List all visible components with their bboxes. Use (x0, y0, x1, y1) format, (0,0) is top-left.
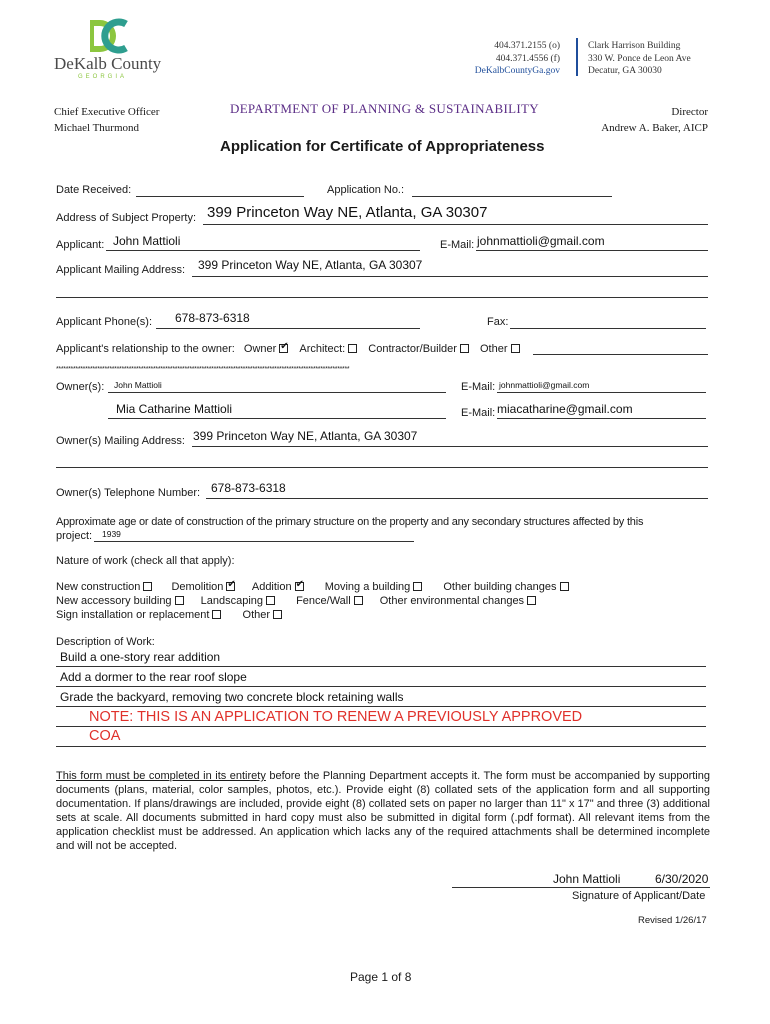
contact-numbers (448, 40, 560, 78)
age-label-line1: Approximate age or date of construction of the primary structure on the property and any secondary structures affected by this (56, 516, 644, 528)
website-link[interactable]: DeKalbCountyGa.gov (474, 66, 560, 76)
desc-note-line1: NOTE: THIS IS AN APPLICATION TO RENEW A PREVIOUSLY APPROVED (89, 709, 583, 725)
ceo-title: Chief Executive Officer (54, 106, 160, 118)
work-other-label: Other (242, 609, 271, 621)
owner-mailing-field-2[interactable] (56, 467, 708, 468)
desc-field-2[interactable] (56, 686, 706, 687)
work-landscaping-label: Landscaping (200, 595, 264, 607)
rel-other-checkbox[interactable] (511, 344, 520, 353)
director-title: Director (671, 106, 708, 118)
form-title: Application for Certificate of Appropriateness (220, 138, 545, 155)
work-moving-checkbox[interactable] (413, 582, 422, 591)
owner-phone-field[interactable] (206, 498, 708, 499)
page-number: Page 1 of 8 (350, 970, 412, 984)
office-address (588, 40, 691, 78)
applicant-email-label: E-Mail: (440, 239, 475, 251)
applicant-email-value: johnmattioli@gmail.com (477, 234, 605, 248)
work-moving-label: Moving a building (324, 581, 411, 593)
age-field[interactable] (94, 541, 414, 542)
phone-field[interactable] (156, 328, 420, 329)
county-logo (54, 16, 164, 82)
owner2-field[interactable] (108, 418, 446, 419)
work-row-3 (56, 609, 282, 621)
work-other-env-label: Other environmental changes (379, 595, 525, 607)
mailing-label: Applicant Mailing Address: (56, 264, 186, 276)
phone-office: 404.371.2155 (o) (494, 41, 560, 51)
date-received-label: Date Received: (56, 184, 132, 196)
director-name: Andrew A. Baker, AICP (601, 122, 708, 134)
applicant-email-field[interactable] (476, 250, 708, 251)
address-line1: Clark Harrison Building (588, 41, 681, 51)
desc-line3: Grade the backyard, removing two concrete block retaining walls (60, 690, 404, 704)
address-label: Address of Subject Property: (56, 212, 197, 224)
department-name: DEPARTMENT OF PLANNING & SUSTAINABILITY (230, 101, 539, 116)
application-no-field[interactable] (412, 196, 612, 197)
owner2-value: Mia Catharine Mattioli (116, 402, 233, 416)
work-new-construction-checkbox[interactable] (143, 582, 152, 591)
phone-value: 678-873-6318 (175, 311, 250, 325)
phone-fax: 404.371.4556 (f) (495, 53, 560, 64)
work-addition-label: Addition (251, 581, 292, 593)
owner-phone-value: 678-873-6318 (211, 481, 286, 495)
owner2-email-value: miacatharine@gmail.com (497, 402, 633, 416)
rel-other-label: Other (480, 343, 508, 355)
work-other-building-label: Other building changes (443, 581, 557, 593)
owner2-email-field[interactable] (497, 418, 706, 419)
relationship-row (56, 343, 520, 355)
work-sign-label: Sign installation or replacement (56, 609, 210, 621)
work-row-2 (56, 595, 536, 607)
work-demolition-label: Demolition (171, 581, 224, 593)
mailing-field[interactable] (192, 276, 708, 277)
work-sign-checkbox[interactable] (212, 610, 221, 619)
owner1-email-field[interactable] (497, 392, 706, 393)
header-divider (576, 38, 578, 76)
fax-field[interactable] (510, 328, 706, 329)
rel-owner-checkbox[interactable] (279, 344, 288, 353)
age-label-line2: project: (56, 530, 93, 542)
rel-contractor-label: Contractor/Builder (368, 343, 457, 355)
desc-field-3[interactable] (56, 706, 706, 707)
rel-architect-label: Architect: (299, 343, 346, 355)
work-accessory-label: New accessory building (56, 595, 172, 607)
owner1-field[interactable] (108, 392, 446, 393)
owner-mailing-label: Owner(s) Mailing Address: (56, 435, 185, 447)
instructions-rest: before the Planning Department accepts it. The form must be accompanied by supporting documents (plans, material, color samples, photos, etc.). Provide eight (8) collated sets of the application form and all supporting documentation. If plans/drawings are included, provide eight (8) collated sets on paper no larger than 11" x 17" and three (3) additional sets at scale. All documents submitted in hard copy must also be submitted in digital form (.pdf format). All relevant items from the application checklist must be addressed. An application which lacks any of the required attachments shall be determined incomplete and will not be accepted. (56, 770, 710, 852)
mailing-field-2[interactable] (56, 297, 708, 298)
signature-date: 6/30/2020 (655, 872, 709, 886)
nature-label: Nature of work (check all that apply): (56, 555, 235, 567)
ceo-name: Michael Thurmond (54, 122, 140, 134)
applicant-field[interactable] (106, 250, 420, 251)
work-fence-checkbox[interactable] (354, 596, 363, 605)
date-received-field[interactable] (136, 196, 304, 197)
owner-mailing-field[interactable] (192, 446, 708, 447)
description-label: Description of Work: (56, 636, 155, 648)
rel-architect-checkbox[interactable] (348, 344, 357, 353)
signature-field[interactable] (452, 887, 710, 888)
address-line3: Decatur, GA 30030 (588, 66, 662, 76)
instructions-lead: This form must be completed in its entirety (56, 770, 266, 782)
signature-name: John Mattioli (553, 872, 621, 886)
owners-label: Owner(s): (56, 381, 105, 393)
work-other-checkbox[interactable] (273, 610, 282, 619)
desc-field-1[interactable] (56, 666, 706, 667)
work-other-building-checkbox[interactable] (560, 582, 569, 591)
address-field[interactable] (203, 224, 708, 225)
work-other-env-checkbox[interactable] (527, 596, 536, 605)
logo-name: DeKalb County (54, 54, 162, 73)
owner-mailing-value: 399 Princeton Way NE, Atlanta, GA 30307 (193, 429, 418, 443)
relationship-label: Applicant's relationship to the owner: (56, 343, 235, 355)
age-value: 1939 (102, 529, 121, 539)
work-row-1 (56, 581, 569, 593)
owner1-email-label: E-Mail: (461, 381, 496, 393)
fax-label: Fax: (487, 316, 509, 328)
instructions-paragraph (56, 769, 710, 853)
desc-line1: Build a one-story rear addition (60, 650, 221, 664)
rel-owner-label: Owner (243, 343, 277, 355)
signature-label: Signature of Applicant/Date (572, 890, 706, 902)
owner1-email-value: johnmattioli@gmail.com (499, 380, 590, 390)
owner1-value: John Mattioli (114, 380, 162, 390)
mailing-value: 399 Princeton Way NE, Atlanta, GA 30307 (198, 258, 423, 272)
owner2-email-label: E-Mail: (461, 407, 496, 419)
work-addition-checkbox[interactable] (295, 582, 304, 591)
phone-label: Applicant Phone(s): (56, 316, 152, 328)
work-demolition-checkbox[interactable] (226, 582, 235, 591)
desc-line2: Add a dormer to the rear roof slope (60, 670, 247, 684)
work-accessory-checkbox[interactable] (175, 596, 184, 605)
dc-logo-icon (54, 16, 164, 56)
applicant-value: John Mattioli (113, 234, 181, 248)
applicant-label: Applicant: (56, 239, 105, 251)
work-landscaping-checkbox[interactable] (266, 596, 275, 605)
application-no-label: Application No.: (327, 184, 405, 196)
desc-field-4[interactable] (56, 726, 706, 727)
rel-contractor-checkbox[interactable] (460, 344, 469, 353)
work-new-construction-label: New construction (56, 581, 141, 593)
address-value: 399 Princeton Way NE, Atlanta, GA 30307 (207, 204, 488, 221)
separator-stars: ************************************************************************************************************************* (56, 366, 350, 373)
owner-phone-label: Owner(s) Telephone Number: (56, 487, 201, 499)
desc-field-5[interactable] (56, 746, 706, 747)
logo-state: GEORGIA (78, 74, 128, 80)
revised-note: Revised 1/26/17 (638, 915, 707, 926)
desc-note-line2: COA (89, 728, 121, 744)
rel-other-field[interactable] (533, 354, 708, 355)
work-fence-label: Fence/Wall (296, 595, 351, 607)
address-line2: 330 W. Ponce de Leon Ave (588, 53, 691, 64)
